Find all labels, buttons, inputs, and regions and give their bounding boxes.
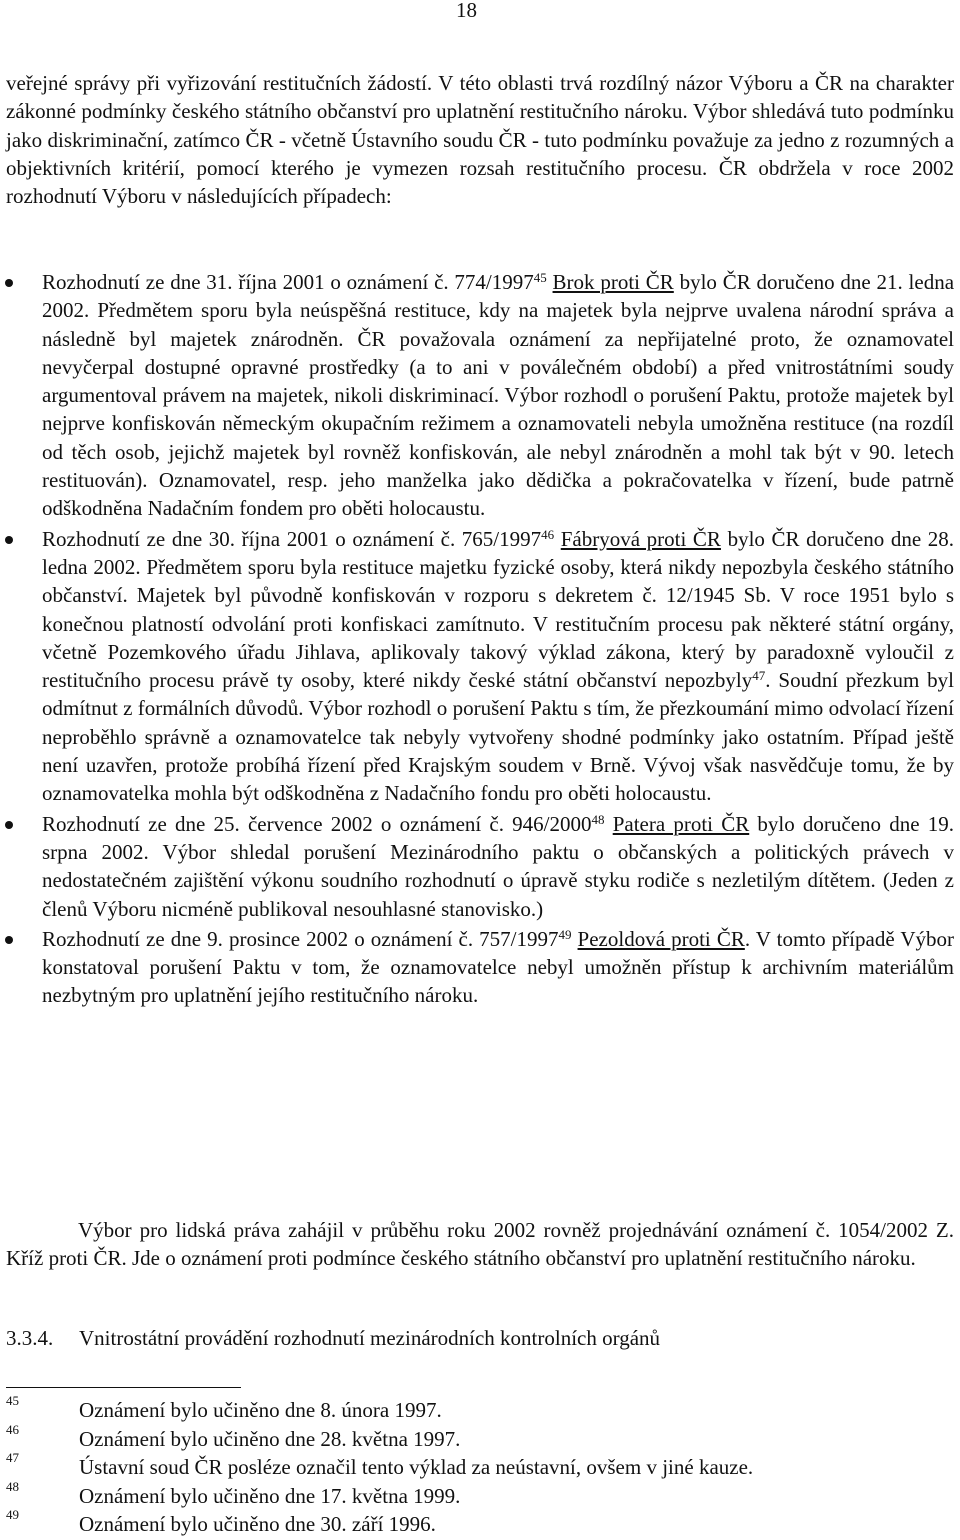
footnote [0, 1450, 940, 1482]
footnote [0, 1393, 940, 1425]
footnote-ref[interactable]: 47 [752, 668, 766, 684]
footnote-ref[interactable]: 48 [591, 811, 605, 827]
footnote-ref[interactable]: 46 [541, 526, 555, 542]
footnote-ref[interactable]: 45 [533, 270, 547, 285]
bullet-icon [5, 536, 13, 544]
footnotes [0, 1393, 940, 1539]
case-link-fabryova[interactable]: Fábryová proti ČR [560, 526, 721, 551]
list-item: Rozhodnutí ze dne 25. července 2002 o oznámení č. 946/2000$^{48}$ Patera proti ČR bylo doručeno dne 19. srpna 2002. Výbor shledal porušení Mezinárodního paktu o občanských a politických právech v nedostatečném zajištění výkonu soudního rozhodnutí o úpravě styku rodiče s nezletilým dítětem. (Jeden z členů Výboru nicméně publikoval nesouhlasné stanovisko.) [0, 810, 954, 923]
footnote [0, 1507, 940, 1539]
closing-paragraph: Výbor pro lidská práva zahájil v průběhu roku 2002 rovněž projednávání oznámení č. 1054/2002 Z. Kříž proti ČR. Jde o oznámení proti podmínce českého státního občanství pro uplatnění restitučního nároku. [6, 1218, 954, 1271]
footnote-text: Oznámení bylo učiněno dne 8. února 1997. [79, 1398, 442, 1422]
list-item: Rozhodnutí ze dne 9. prosince 2002 o oznámení č. 757/1997$^{49}$ Pezoldová proti ČR. V tomto případě Výbor konstatoval porušení Paktu v tom, že oznamovatelce nebyl umožněn přístup k archivním materiálům nezbytným pro uplatnění jejího restitučního nároku. [0, 925, 954, 1010]
footnote-number: 46 [6, 1421, 19, 1437]
footnote-text: Ústavní soud ČR posléze označil tento výklad za neústavní, ovšem v jiné kauze. [79, 1455, 754, 1479]
footnote-number: 45 [6, 1393, 19, 1408]
list-item: Rozhodnutí ze dne 30. října 2001 o oznámení č. 765/1997$^{46}$ Fábryová proti ČR bylo ČR doručeno dne 28. ledna 2002. Předmětem sporu byla restituce majetku fyzické osoby, která nikdy nepozbyla českého státního občanství. Majetek byl původně konfiskován v rozporu s dekretem č. 12/1945 Sb. V roce 1951 bylo s konečnou platností odvolání proti konfiskaci zamítnuto. V restitučním procesu pak některé státní orgány, včetně Pozemkového úřadu Jihlava, aplikovaly takový výklad zákona, který by paradoxně vyloučil z restitučního procesu právě ty osoby, které nikdy české státní občanství nepozbyly$^{47}$. Soudní přezkum byl odmítnut z formálních důvodů. Výbor rozhodl o porušení Paktu s tím, že přezkoumání mimo odvolací řízení neproběhlo správně a oznamovatelce tak nebyly vytvořeny shodné podmínky jako ostatním. Případ ještě není uzavřen, protože probíhá řízení před Krajským soudem v Brně. Vývoj však nasvědčuje tomu, že by oznamovatelka mohla být odškodněna z Nadačního fondu pro oběti holocaustu. [0, 525, 954, 808]
footnote-text: Oznámení bylo učiněno dne 17. května 1999. [79, 1483, 461, 1508]
section-heading [6, 1326, 660, 1351]
footnote [0, 1478, 940, 1511]
list-item: Rozhodnutí ze dne 31. října 2001 o oznámení č. 774/1997$^{45}$ Brok proti ČR bylo ČR doručeno dne 21. ledna 2002. Předmětem sporu byla neúspěšná restituce, kdy na majetek byla nejprve uvalena národní správa a následně byl majetek znárodněn. ČR považovala oznámení za nepřijatelné proto, že oznamovatel nevyčerpal dostupné opravné prostředky (a to ani v poválečném období) a před vnitrostátními soudy argumentoval právem na majetek, nikoli diskriminací. Výbor rozhodl o porušení Paktu, protože majetek byl nejprve konfiskován německým okupačním režimem a oznamovateli nebyla umožněna restituce (na rozdíl od těch osob, jejichž majetek byl rovněž konfiskován, ale nebyl znárodněn a mohl tak být v 90. letech restituován). Oznamovatel, resp. jeho manželka jako dědička a pokračovatelka v řízení, bude patrně odškodněna Nadačním fondem pro oběti holocaustu. [0, 268, 954, 523]
footnote-divider [6, 1387, 241, 1388]
bullet-icon [5, 821, 13, 829]
footnote-number: 48 [6, 1478, 19, 1494]
footnote [0, 1421, 940, 1454]
bullet-icon [5, 279, 13, 287]
case-link-patera[interactable]: Patera proti ČR [612, 811, 750, 836]
page-number: 18 [456, 0, 477, 22]
case-link-brok[interactable]: Brok proti ČR [552, 270, 674, 294]
section-number: 3.3.4. [6, 1326, 54, 1350]
intro-paragraph: veřejné správy při vyřizování restitučních žádostí. V této oblasti trvá rozdílný názor Výboru a ČR na charakter zákonné podmínky českého státního občanství pro uplatnění restitučního nároku. Výbor shledává tuto podmínku jako diskriminační, zatímco ČR - včetně Ústavního soudu ČR - tuto podmínku považuje za jedno z rozumných a objektivních kritérií, pomocí kterého je vymezen rozsah restitučního procesu. ČR obdržela v roce 2002 rozhodnutí Výboru v následujících případech: [6, 71, 954, 209]
footnote-number: 47 [6, 1450, 19, 1465]
section-title: Vnitrostátní provádění rozhodnutí mezinárodních kontrolních orgánů [79, 1326, 661, 1350]
footnote-number: 49 [6, 1507, 19, 1522]
case-link-pezoldova[interactable]: Pezoldová proti ČR [577, 926, 745, 951]
footnote-text: Oznámení bylo učiněno dne 28. května 1997. [79, 1426, 461, 1451]
footnote-ref[interactable]: 49 [558, 926, 572, 942]
decisions-list [0, 268, 954, 1012]
footnote-text: Oznámení bylo učiněno dne 30. září 1996. [79, 1512, 436, 1536]
bullet-icon [5, 936, 13, 944]
